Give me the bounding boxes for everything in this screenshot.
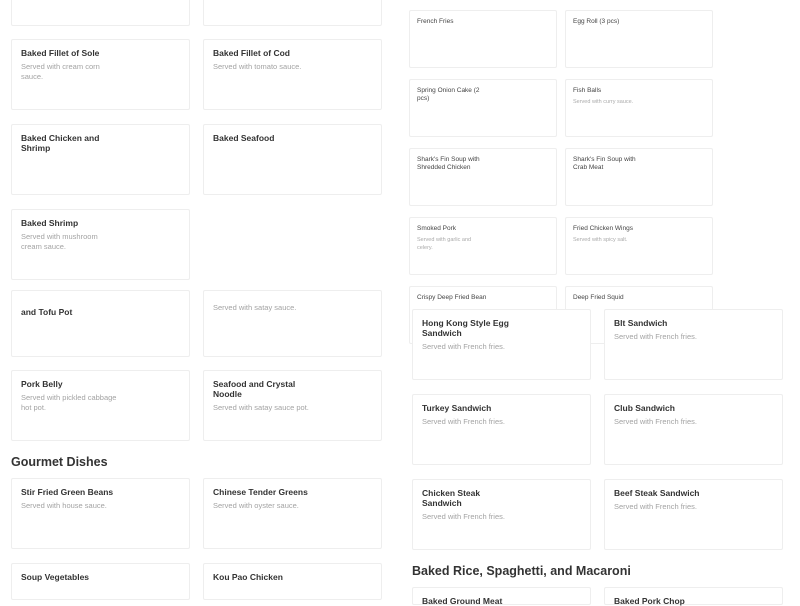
item-description: Served with curry sauce. bbox=[573, 99, 634, 105]
menu-item-card[interactable] bbox=[409, 217, 557, 275]
menu-item-card[interactable] bbox=[604, 587, 783, 605]
item-description: Served with French fries. bbox=[422, 512, 505, 521]
item-title: Turkey Sandwich bbox=[422, 403, 492, 413]
item-title: French Fries bbox=[417, 18, 454, 25]
item-title: Stir Fried Green Beans bbox=[21, 487, 114, 497]
menu-item-card[interactable] bbox=[412, 394, 591, 465]
item-title: Fish Balls bbox=[573, 87, 602, 94]
menu-item-card[interactable] bbox=[565, 148, 713, 206]
menu-item-card[interactable] bbox=[203, 370, 382, 441]
item-description: Served with French fries. bbox=[422, 417, 505, 426]
stone-pot-row-clip bbox=[0, 300, 400, 360]
item-title: Egg Roll (3 pcs) bbox=[573, 18, 620, 25]
menu-item-card[interactable] bbox=[409, 148, 557, 206]
item-description: Served with house sauce. bbox=[21, 501, 107, 510]
item-description: Served with spicy salt. bbox=[573, 237, 628, 243]
item-title: Seafood and Crystal Noodle bbox=[213, 379, 296, 399]
item-title: and Tofu Pot bbox=[21, 307, 73, 317]
item-title: Hong Kong Style Egg Sandwich bbox=[422, 318, 509, 338]
menu-item-card[interactable] bbox=[11, 209, 190, 280]
item-description: Served with satay sauce. bbox=[213, 303, 297, 312]
menu-item-card[interactable] bbox=[203, 563, 382, 600]
menu-item-card[interactable] bbox=[203, 39, 382, 110]
menu-item-card[interactable] bbox=[11, 0, 190, 26]
item-description: Served with French fries. bbox=[614, 502, 697, 511]
menu-item-card[interactable] bbox=[565, 217, 713, 275]
item-title: Chicken Steak Sandwich bbox=[422, 488, 481, 508]
item-description: Served with mushroom cream sauce. bbox=[21, 232, 98, 251]
item-title: Baked Fillet of Sole bbox=[21, 48, 100, 58]
menu-item-card[interactable] bbox=[604, 479, 783, 550]
menu-item-card[interactable] bbox=[412, 587, 591, 605]
item-title: Shark's Fin Soup with Shredded Chicken bbox=[417, 156, 480, 171]
item-title: Club Sandwich bbox=[614, 403, 675, 413]
item-title: Baked Chicken and Shrimp bbox=[21, 133, 100, 153]
menu-item-card[interactable] bbox=[604, 309, 783, 380]
menu-item-card[interactable] bbox=[412, 309, 591, 380]
menu-item-card[interactable] bbox=[203, 290, 382, 357]
item-description: Served with French fries. bbox=[422, 342, 505, 351]
item-title: Crispy Deep Fried Bean bbox=[417, 294, 487, 301]
menu-item-card[interactable] bbox=[412, 479, 591, 550]
item-title: Baked Seafood bbox=[213, 133, 275, 143]
item-title: Baked Pork Chop bbox=[614, 596, 685, 606]
menu-item-card[interactable] bbox=[11, 290, 190, 357]
item-title: Kou Pao Chicken bbox=[213, 572, 283, 582]
menu-item-card[interactable] bbox=[604, 394, 783, 465]
item-title: Pork Belly bbox=[21, 379, 63, 389]
item-title: Baked Shrimp bbox=[21, 218, 79, 228]
menu-item-card[interactable] bbox=[11, 563, 190, 600]
menu-item-card[interactable] bbox=[11, 124, 190, 195]
item-description: Served with cream corn sauce. bbox=[21, 62, 100, 81]
item-title: Spring Onion Cake (2 pcs) bbox=[417, 87, 480, 102]
menu-item-card[interactable] bbox=[203, 124, 382, 195]
item-title: Baked Ground Meat bbox=[422, 596, 503, 606]
menu-item-card[interactable] bbox=[11, 39, 190, 110]
section-heading-baked-rice: Baked Rice, Spaghetti, and Macaroni bbox=[412, 564, 631, 578]
menu-item-card[interactable] bbox=[565, 79, 713, 137]
appetizer-panel bbox=[404, 0, 724, 302]
item-title: Beef Steak Sandwich bbox=[614, 488, 700, 498]
item-title: Fried Chicken Wings bbox=[573, 225, 633, 232]
item-title: Shark's Fin Soup with Crab Meat bbox=[573, 156, 636, 171]
item-title: Baked Fillet of Cod bbox=[213, 48, 290, 58]
item-description: Served with pickled cabbage hot pot. bbox=[21, 393, 117, 412]
item-title: Chinese Tender Greens bbox=[213, 487, 308, 497]
menu-item-card[interactable] bbox=[565, 10, 713, 68]
item-title: Smoked Pork bbox=[417, 225, 457, 232]
item-description: Served with French fries. bbox=[614, 332, 697, 341]
section-heading-gourmet: Gourmet Dishes bbox=[11, 455, 108, 469]
menu-item-card[interactable] bbox=[203, 478, 382, 549]
menu-item-card[interactable] bbox=[409, 10, 557, 68]
item-description: Served with tomato sauce. bbox=[213, 62, 302, 71]
item-title: Deep Fried Squid bbox=[573, 294, 624, 301]
menu-item-card[interactable] bbox=[203, 0, 382, 26]
menu-item-card[interactable] bbox=[11, 370, 190, 441]
menu-item-card[interactable] bbox=[409, 79, 557, 137]
item-description: Served with satay sauce pot. bbox=[213, 403, 309, 412]
item-description: Served with garlic and celery. bbox=[417, 237, 472, 251]
item-title: Blt Sandwich bbox=[614, 318, 668, 328]
item-description: Served with French fries. bbox=[614, 417, 697, 426]
item-title: Soup Vegetables bbox=[21, 572, 90, 582]
item-description: Served with oyster sauce. bbox=[213, 501, 299, 510]
menu-item-card[interactable] bbox=[11, 478, 190, 549]
